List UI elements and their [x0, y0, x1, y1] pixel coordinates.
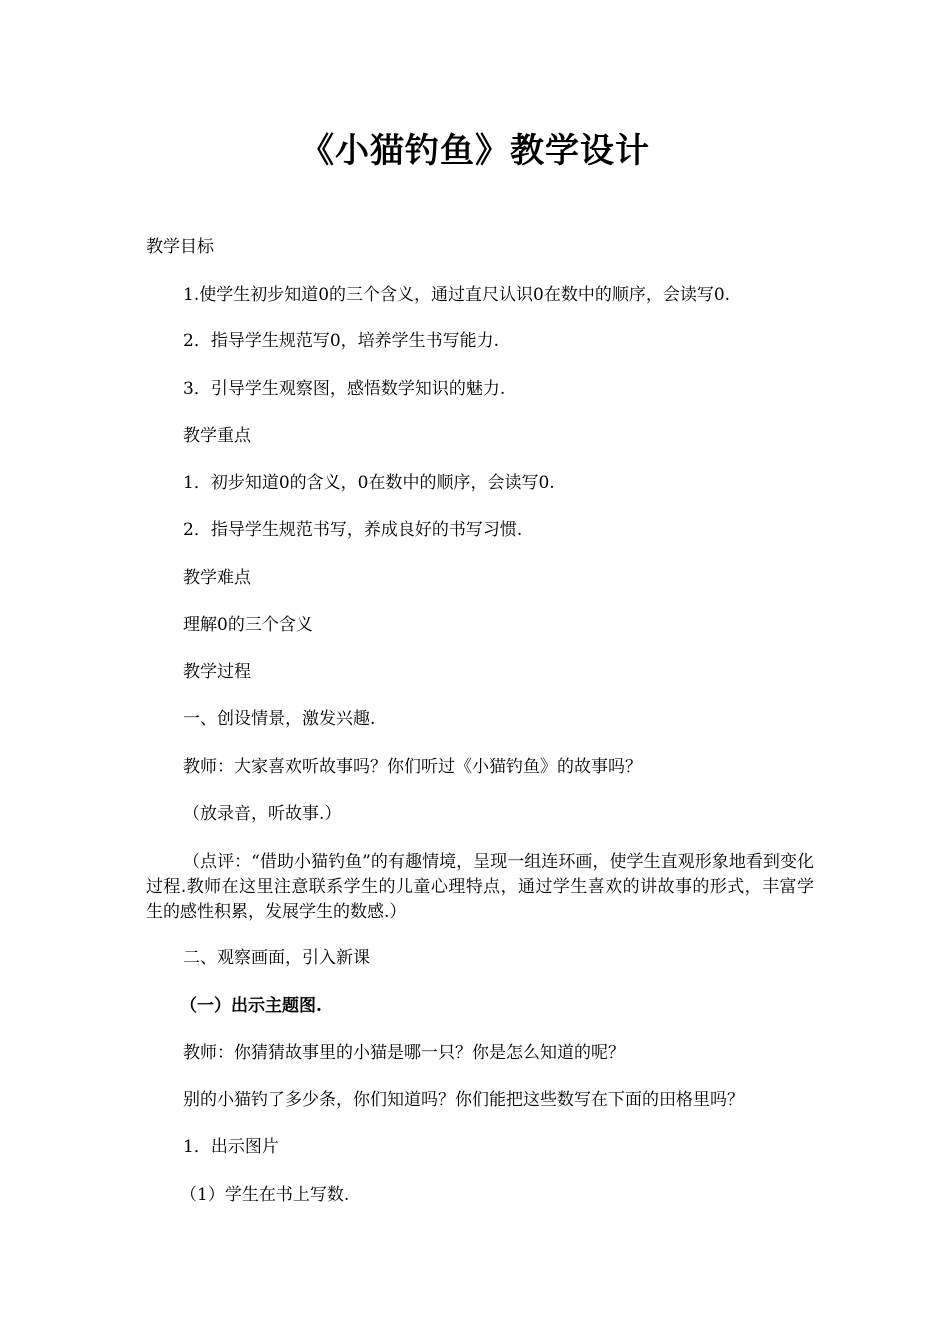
process-step-2-heading: 二、观察画面，引入新课 — [183, 948, 370, 968]
section-heading-key-points: 教学重点 — [183, 426, 251, 446]
process-step-1-heading: 一、创设情景，激发兴趣. — [183, 709, 376, 729]
step-show-picture: 1．出示图片 — [183, 1137, 279, 1157]
teacher-line-2: 教师：你猜猜故事里的小猫是哪一只？你是怎么知道的呢？ — [183, 1043, 625, 1063]
commentary-paragraph: （点评：“借助小猫钓鱼”的有趣情境，呈现一组连环画，使学生直观形象地看到变化过程.教师在这里注意联系学生的儿童心理特点，通过学生喜欢的讲故事的形式，丰富学生的感性积累，发展学生的数感.） — [146, 852, 814, 922]
section-heading-difficulties: 教学难点 — [183, 568, 251, 588]
sub-step-write-numbers: （1）学生在书上写数. — [180, 1185, 350, 1205]
objective-item-3: 3．引导学生观察图，感悟数学知识的魅力. — [183, 379, 506, 399]
teacher-line-1: 教师：大家喜欢听故事吗？你们听过《小猫钓鱼》的故事吗？ — [183, 757, 642, 777]
difficulty-text: 理解0的三个含义 — [183, 615, 313, 635]
section-heading-objectives: 教学目标 — [146, 237, 214, 257]
key-point-item-2: 2．指导学生规范书写，养成良好的书写习惯. — [183, 520, 523, 540]
objective-item-2: 2．指导学生规范写0，培养学生书写能力. — [183, 331, 500, 351]
key-point-item-1: 1．初步知道0的含义，0在数中的顺序，会读写0. — [183, 473, 555, 493]
subsection-heading-show-image: （一）出示主题图. — [180, 996, 322, 1016]
objective-item-1: 1.使学生初步知道0的三个含义，通过直尺认识0在数中的顺序，会读写0. — [183, 285, 731, 305]
note-play-recording: （放录音，听故事.） — [183, 804, 342, 824]
section-heading-process: 教学过程 — [183, 662, 251, 682]
question-line: 别的小猫钓了多少条，你们知道吗？你们能把这些数写在下面的田格里吗？ — [183, 1090, 744, 1110]
page-title: 《小猫钓鱼》教学设计 — [300, 131, 650, 171]
